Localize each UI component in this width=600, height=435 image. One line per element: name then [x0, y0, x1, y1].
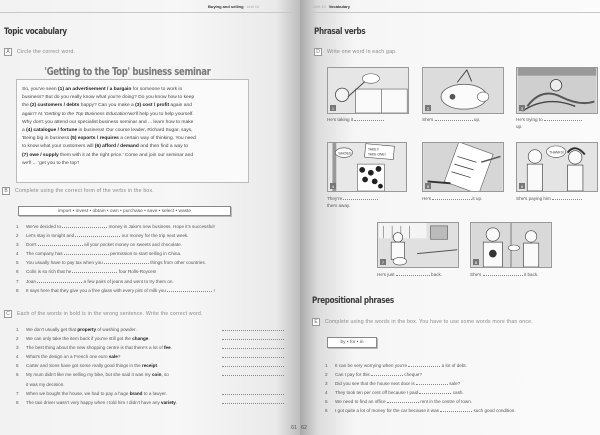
picture-number: 6 — [520, 183, 524, 189]
answer-gap[interactable] — [371, 371, 403, 376]
exercise-e-item: 3 Did you see that the house next door is sale? — [325, 379, 595, 388]
cartoon-shoe-stall-icon — [328, 143, 406, 191]
picture-number: 1 — [331, 105, 335, 111]
exercise-b-instruction: Complete using the correct form of the verbs in the box. — [15, 188, 154, 194]
bold-word: receipt — [141, 363, 158, 369]
exercise-c-instruction: Each of the words in bold is in the wrong sentence. Write the correct word. — [17, 311, 203, 317]
item-number: 7 — [16, 278, 19, 284]
picture-number: 2 — [426, 105, 430, 111]
picture-number: 5 — [426, 183, 430, 189]
exercise-label-c: C — [4, 310, 12, 318]
answer-line[interactable] — [222, 325, 284, 331]
exercise-c-item: 5 Carter and Sons have got some really good things in the receipt. — [16, 361, 286, 370]
exercise-label-a: A — [4, 48, 12, 56]
caption-4: They're them away. — [327, 196, 378, 209]
exercise-label-d: D — [314, 48, 322, 56]
svg-text:TAKE ONE!: TAKE ONE! — [367, 152, 386, 157]
answer-gap[interactable] — [38, 241, 83, 246]
exercise-c-list — [16, 325, 286, 407]
exercise-c-item: 8 The taxi driver wasn't very happy when I told him I didn't have any variety. — [16, 398, 286, 407]
header-rule — [310, 12, 600, 13]
circle-choice[interactable]: (7) owe / supply — [22, 152, 59, 158]
picture-5-adding-up — [422, 142, 504, 192]
caption-5: He's it up. — [422, 196, 483, 201]
exercise-b-item: 6 Colin is so rich that he four Rolls-Royces! — [16, 267, 286, 276]
answer-line[interactable] — [222, 361, 284, 367]
caption-1: He's taking it — [327, 117, 384, 124]
picture-number: 8 — [474, 259, 478, 265]
exercise-b-item: 5 You usually have to pay tax when you things from other countries. — [16, 258, 286, 267]
exercise-b-item: 3 Don't all your pocket money on sweets and chocolate. — [16, 240, 286, 249]
exercise-c-item: 2 We can only take the item back if you've still got the change. — [16, 334, 286, 343]
svg-text:SHOES: SHOES — [338, 151, 352, 156]
answer-line[interactable] — [222, 370, 284, 376]
exercise-b-item: 1 We've decided to money in Jake's new business. Hope it's successful! — [16, 222, 286, 231]
exercise-e-list — [325, 361, 595, 416]
exercise-e-header — [312, 318, 533, 326]
exercise-e-item: 6 I got quite a lot of money for the car because it was such good condition. — [325, 406, 595, 415]
picture-7-just-come-back — [377, 222, 459, 268]
verb-word-box: import • invest • obtain • own • purchase • save • select • waste — [18, 206, 231, 216]
running-head-unit: Unit 15 — [246, 4, 260, 9]
seminar-line: again? At 'Getting to the Top Business Education'we'll help you to help yourself. — [22, 111, 194, 117]
exercise-label-e: E — [312, 318, 320, 326]
answer-gap-1[interactable] — [354, 120, 384, 121]
cartoon-man-returning-icon — [378, 223, 458, 267]
exercise-c-item: 7 When we bought the house, we had to pay a huge brand to a lawyer. — [16, 389, 286, 398]
cartoon-couple-thanks-icon — [517, 143, 597, 191]
item-number: 2 — [16, 336, 19, 342]
bold-word: brand — [129, 390, 143, 396]
caption-3: He's trying to up. — [516, 117, 582, 130]
seminar-line: to know what your customers will (6) afford / demand and then find a way to — [22, 144, 189, 150]
bold-word: property — [77, 327, 96, 332]
section-title-phrasal-verbs: Phrasal verbs — [314, 27, 366, 37]
exercise-c-item: 6 My mum didn't like me selling my bike, but she said it was my coin, so — [16, 370, 286, 379]
answer-gap[interactable] — [37, 278, 82, 283]
exercise-label-b: B — [2, 187, 10, 195]
item-number: 4 — [16, 251, 19, 257]
exercise-b-header — [2, 187, 154, 195]
answer-gap-6[interactable] — [552, 199, 582, 200]
seminar-line: Why don't you attend our specialist business seminar and ... learn how to make — [22, 119, 194, 125]
running-head-left — [208, 4, 259, 9]
cartoon-piggy-bank-icon — [423, 68, 503, 113]
item-number: 4 — [16, 354, 19, 360]
seminar-name: 'Getting to the Top Business Education' — [43, 111, 129, 117]
exercise-c-header — [4, 310, 203, 318]
seminar-line: (7) owe / supply them with it at the right price.' Come and join our seminar and — [22, 152, 194, 158]
caption-2: She's up. — [422, 117, 481, 122]
answer-line[interactable] — [222, 398, 284, 404]
picture-2-saving-up — [422, 67, 504, 114]
answer-gap[interactable] — [440, 407, 472, 412]
item-number: 2 — [16, 233, 19, 239]
cartoon-man-window-icon — [328, 68, 408, 113]
item-number: 6 — [16, 372, 19, 378]
bold-word: variety — [161, 399, 176, 405]
picture-8-taking-it-back — [470, 222, 552, 268]
picture-3-trying-to-pick-up — [516, 67, 598, 114]
section-title-prepositional-phrases: Prepositional phrases — [312, 296, 394, 306]
exercise-e-item: 1 It can be very worrying when you're a lot of debt. — [325, 361, 595, 370]
page-number-left: 61 — [291, 425, 298, 431]
answer-line[interactable] — [222, 352, 284, 358]
answer-gap-7[interactable] — [396, 275, 430, 276]
answer-gap[interactable] — [419, 389, 451, 394]
item-number: 5 — [325, 399, 328, 405]
seminar-line: we'll ... 'get you to the top'! — [22, 160, 80, 166]
circle-choice[interactable]: (2) customers / debts — [30, 103, 80, 109]
seminar-line: business? But do you really know what you're doing? Do you know how to keep — [22, 95, 195, 101]
answer-gap-2[interactable] — [435, 120, 473, 121]
seminar-line: a (4) catalogue / fortune in business! Our course leader, Richard Sugar, says, — [22, 128, 193, 134]
answer-gap[interactable] — [408, 362, 440, 367]
cartoon-cluttered-room-icon — [517, 68, 597, 113]
item-number: 6 — [16, 269, 19, 275]
exercise-a-instruction: Circle the correct word. — [17, 49, 76, 55]
bold-word: fee — [164, 345, 171, 351]
exercise-e-item: 4 They took ten per cent off because I paid cash. — [325, 388, 595, 397]
caption-7: He's just back. — [377, 272, 443, 277]
picture-number: 3 — [520, 105, 524, 111]
picture-4-giving-away — [327, 142, 407, 192]
picture-6-paying-back — [516, 142, 598, 192]
answer-gap-3[interactable] — [544, 120, 582, 121]
item-number: 2 — [325, 372, 328, 378]
cartoon-shop-return-icon — [471, 223, 551, 267]
picture-number: 7 — [381, 259, 385, 265]
item-number: 6 — [325, 408, 328, 414]
exercise-e-item: 2 Can I pay for this cheque? — [325, 370, 595, 379]
circle-choice[interactable]: (5) exports / requires — [70, 136, 119, 142]
circle-choice[interactable]: (6) afford / demand — [94, 144, 139, 150]
circle-choice[interactable]: (4) catalogue / fortune — [26, 128, 78, 134]
cartoon-writing-list-icon — [423, 143, 503, 191]
item-number: 5 — [16, 363, 19, 369]
item-number: 8 — [16, 399, 19, 405]
answer-gap[interactable] — [75, 232, 120, 237]
item-number: 7 — [16, 390, 19, 396]
item-number: 1 — [16, 327, 19, 332]
exercise-e-instruction: Complete using the words in the box. You have to use some words more than once. — [325, 319, 533, 325]
exercise-c-item: 3 The best thing about the new shopping centre is that there's a lot of fee. — [16, 343, 286, 352]
exercise-c-item: 4 What's the design on a French one euro sale? — [16, 352, 286, 361]
running-head-right — [313, 4, 350, 9]
answer-gap-4[interactable] — [343, 199, 378, 200]
picture-1-taking-it-out — [327, 67, 409, 114]
seminar-title: 'Getting to the Top' business seminar — [42, 65, 213, 78]
header-rule — [0, 12, 292, 13]
seminar-line: 'Being big in business (5) exports / requires a certain way of thinking. You need — [22, 136, 196, 142]
answer-line[interactable] — [222, 389, 284, 395]
answer-line[interactable] — [222, 334, 284, 340]
preposition-word-box: by • for • in — [327, 337, 377, 348]
seminar-line: So, you've seen (1) an advertisement / a bargain for someone to work in — [22, 87, 183, 92]
exercise-b-item: 2 Let's stay in tonight and our money for the trip next week. — [16, 231, 286, 240]
exercise-a-header — [4, 48, 75, 56]
page-number-right: 62 — [301, 425, 308, 431]
exercise-b-item: 8 It says here that they give you a free glass with every pint of milk you ! — [16, 286, 286, 295]
exercise-e-item: 5 We need to find an office rent in the centre of town. — [325, 397, 595, 406]
exercise-d-header — [314, 48, 397, 56]
running-head-topic: Buying and selling — [208, 4, 244, 9]
exercise-b-list — [16, 222, 286, 295]
circle-choice[interactable]: (3) cost / profit — [135, 103, 170, 109]
svg-text:TAKE !!: TAKE !! — [367, 147, 380, 152]
answer-line[interactable] — [222, 343, 284, 349]
seminar-line: the (2) customers / debts happy? Can you make a (3) cost / profit again and — [22, 103, 192, 109]
exercise-c-item: 1 We don't usually get that property of washing powder. — [16, 325, 286, 334]
answer-gap[interactable] — [167, 287, 212, 292]
item-number: 1 — [325, 363, 328, 368]
item-number: 1 — [16, 224, 19, 229]
exercise-b-item: 4 The company has permission to start selling in China. — [16, 249, 286, 258]
item-number: 3 — [325, 381, 328, 387]
exercise-c-item-continued: it was my decision. — [26, 381, 65, 387]
answer-gap-8[interactable] — [483, 275, 523, 276]
answer-gap[interactable] — [416, 380, 448, 385]
section-title-topic-vocabulary: Topic vocabulary — [4, 27, 67, 37]
picture-number: 4 — [331, 183, 335, 189]
answer-gap[interactable] — [72, 268, 117, 273]
running-head-unit: Unit 15 — [313, 4, 326, 9]
exercise-d-instruction: Write one word in each gap. — [327, 49, 397, 55]
item-number: 8 — [16, 287, 19, 293]
seminar-text — [22, 86, 248, 168]
answer-gap[interactable] — [387, 398, 419, 403]
running-head-topic: Vocabulary — [328, 4, 350, 9]
exercise-b-item: 7 Joan a few pairs of jeans and went to try them on. — [16, 277, 286, 286]
item-number: 3 — [16, 242, 19, 248]
answer-gap[interactable] — [104, 259, 149, 264]
item-number: 3 — [16, 345, 19, 351]
bold-word: coin — [151, 372, 162, 378]
bold-word: change — [132, 336, 149, 342]
right-page — [300, 0, 600, 435]
answer-gap[interactable] — [64, 250, 109, 255]
caption-8: She's it back. — [470, 272, 539, 277]
bold-word: sale — [108, 354, 118, 360]
circle-choice[interactable]: (1) an advertisement / a bargain — [58, 87, 132, 92]
item-number: 4 — [325, 390, 328, 396]
caption-6: She's paying him — [516, 196, 582, 203]
answer-gap[interactable] — [62, 223, 107, 228]
answer-gap-5[interactable] — [432, 199, 472, 200]
svg-text:THANKS!: THANKS! — [549, 150, 564, 155]
item-number: 5 — [16, 260, 19, 266]
